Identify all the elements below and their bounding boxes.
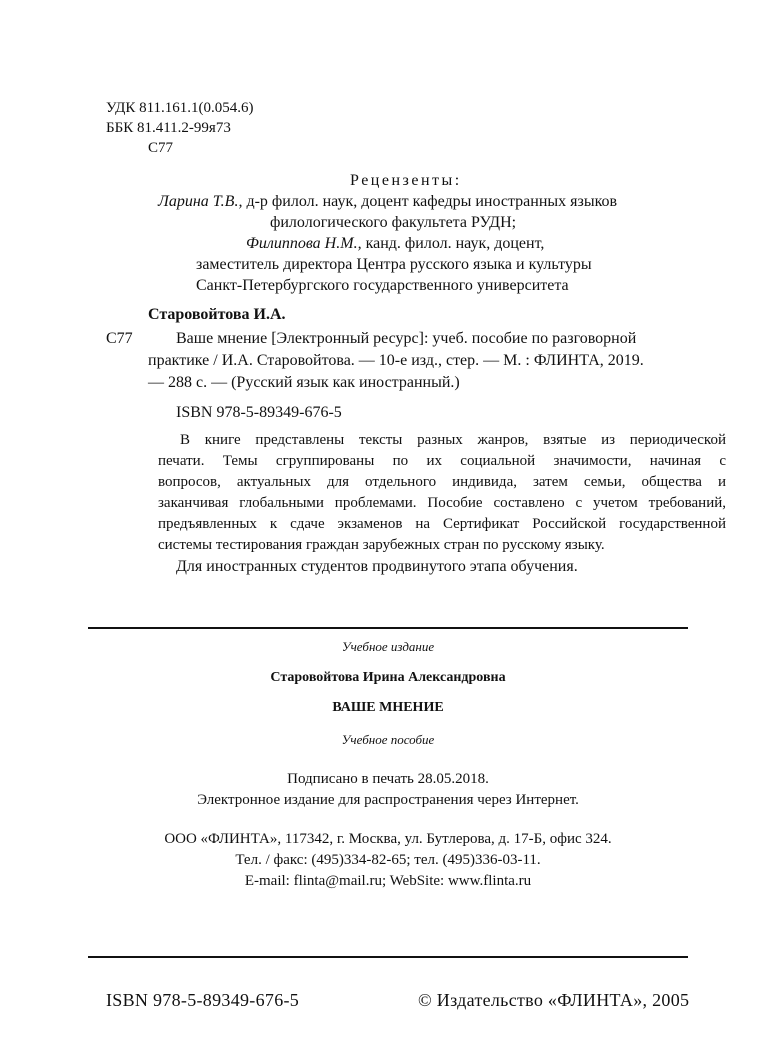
reviewer-1-affiliation: филологического факультета РУДН; [270, 214, 517, 231]
author-heading: Старовойтова И.А. [148, 306, 286, 323]
reviewer-2-position: заместитель директора Центра русского языка и культуры [196, 256, 592, 273]
publisher-phones: Тел. / факс: (495)334-82-65; тел. (495)336-03-11. [235, 852, 541, 868]
author-mark: С77 [148, 140, 174, 156]
footer-isbn: ISBN 978-5-89349-676-5 [106, 990, 300, 1010]
divider-top [88, 627, 688, 629]
annotation-line: предъявленных к сдаче экзаменов на Сертификат Российской государственной [158, 516, 726, 532]
reviewer-2 [246, 233, 544, 255]
biblio-code: С77 [106, 330, 133, 347]
reviewers-heading: Рецензенты: [350, 172, 462, 189]
reviewer-1-name: Ларина Т.В., [158, 193, 243, 210]
annotation-line: вопросов, актуальных для отдельного индивида, затем семьи, общества и [158, 474, 726, 490]
book-title: ВАШЕ МНЕНИЕ [332, 700, 444, 715]
reviewer-2-affiliation: Санкт-Петербургского государственного университета [196, 277, 569, 294]
publisher-address: ООО «ФЛИНТА», 117342, г. Москва, ул. Бутлерова, д. 17-Б, офис 324. [164, 831, 612, 847]
biblio-line-3: — 288 с. — (Русский язык как иностранный.) [148, 374, 460, 391]
divider-bottom [88, 956, 688, 958]
udk-code: УДК 811.161.1(0.054.6) [106, 100, 254, 116]
audience-note: Для иностранных студентов продвинутого этапа обучения. [176, 558, 578, 575]
annotation-line: заканчивая глобальными проблемами. Пособие составлено с учетом требований, [158, 495, 726, 511]
signed-date: Подписано в печать 28.05.2018. [287, 771, 489, 787]
author-full-name: Старовойтова Ирина Александровна [270, 670, 506, 685]
reviewer-2-title: канд. филол. наук, доцент, [361, 235, 545, 252]
electronic-note: Электронное издание для распространения через Интернет. [197, 792, 579, 808]
bbk-code: ББК 81.411.2-99я73 [106, 120, 231, 136]
footer-copyright: © Издательство «ФЛИНТА», 2005 [418, 990, 690, 1010]
document-type: Учебное пособие [341, 732, 435, 747]
biblio-line-2: практике / И.А. Старовойтова. — 10-е изд., стер. — М. : ФЛИНТА, 2019. [148, 352, 644, 369]
reviewer-1-title: д-р филол. наук, доцент кафедры иностранных языков [242, 193, 618, 210]
reviewer-1 [158, 191, 617, 213]
edition-type: Учебное издание [341, 639, 435, 654]
publisher-contacts: E-mail: flinta@mail.ru; WebSite: www.flinta.ru [244, 873, 532, 889]
biblio-isbn: ISBN 978-5-89349-676-5 [176, 404, 342, 421]
annotation-paragraph [158, 430, 726, 556]
annotation-line: В книге представлены тексты разных жанров, взятые из периодической [180, 432, 726, 448]
biblio-line-1: Ваше мнение [Электронный ресурс]: учеб. пособие по разговорной [176, 330, 637, 347]
annotation-line: системы тестирования граждан зарубежных стран по русскому языку. [158, 537, 605, 553]
reviewer-2-name: Филиппова Н.М., [246, 235, 362, 252]
annotation-line: печати. Темы сгруппированы по их социальной значимости, начиная с [158, 453, 726, 469]
